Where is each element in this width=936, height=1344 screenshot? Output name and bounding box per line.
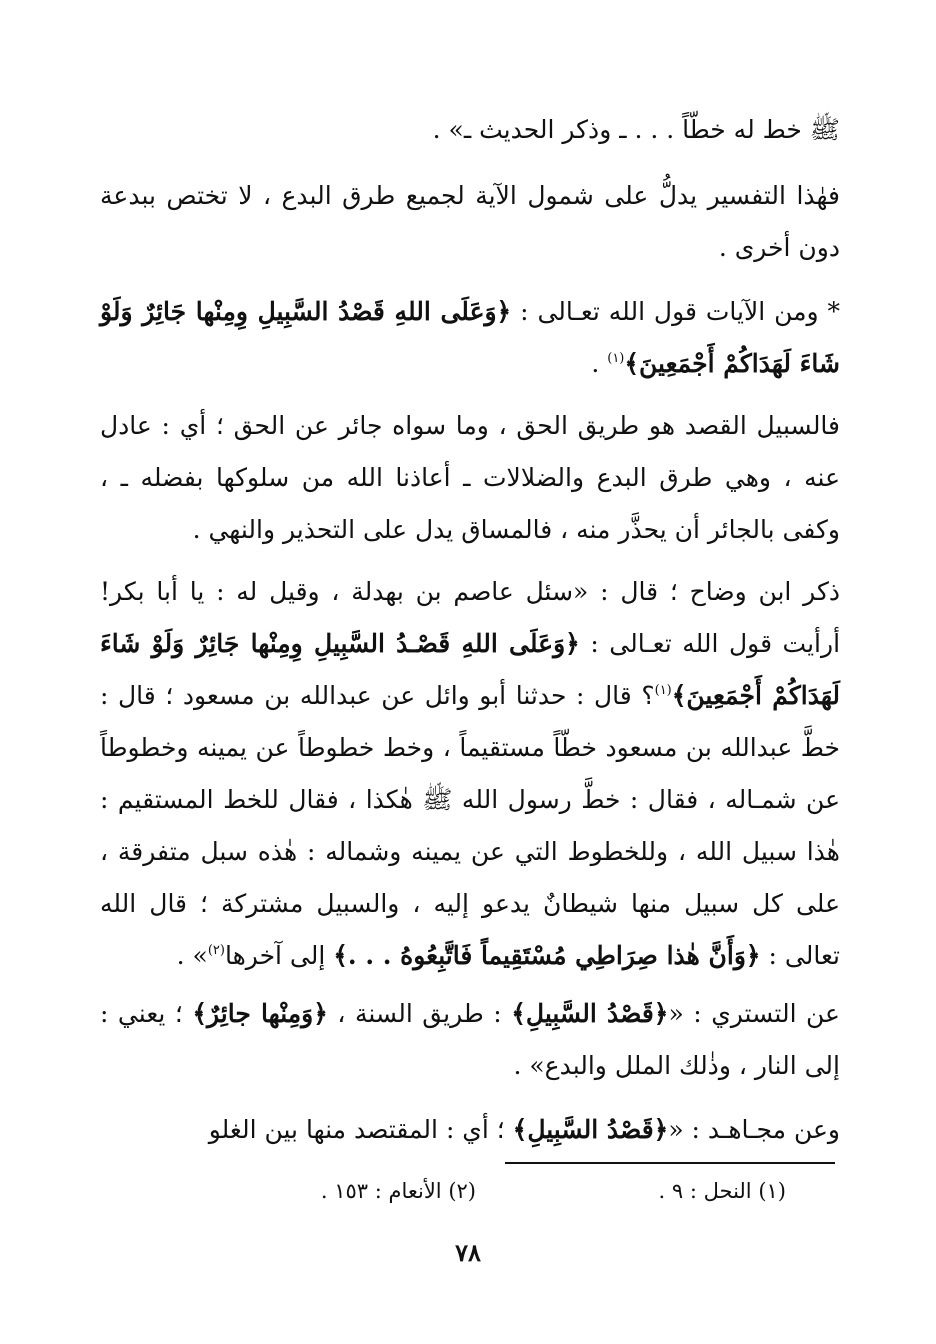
quran-term: ﴿وَمِنْها جائِرٌ﴾ bbox=[192, 999, 328, 1028]
footnote-separator bbox=[505, 1162, 835, 1164]
quran-verse: ﴿وَعَلَى اللهِ قَصْدُ السَّبِيلِ وِمِنْها جَائِرٌ وَلَوْ شَاءَ لَهَدَاكُمْ أَجْمَعِينَ﴾ bbox=[100, 297, 840, 378]
paragraph-mujahid bbox=[100, 1104, 840, 1156]
quran-term: ﴿قَصْدُ السَّبِيلِ﴾ bbox=[512, 1115, 669, 1144]
footnote-1: (١) النحل : ٩ . bbox=[658, 1179, 786, 1203]
paragraph-text: إلى آخرها bbox=[224, 941, 334, 970]
paragraph-text: : طريق السنة ، bbox=[327, 999, 512, 1028]
footnote-ref: (١) bbox=[607, 351, 625, 366]
footnote-ref: (١) bbox=[654, 683, 672, 698]
footnote-2: (٢) الأنعام : ١٥٣ . bbox=[320, 1179, 476, 1203]
footnote-ref: (٢) bbox=[207, 943, 225, 958]
paragraph-text: ؛ أي : المقتصد منها بين الغلو bbox=[208, 1115, 513, 1144]
continued-line-text: ﷺ خط له خطّاً . . . ـ وذكر الحديث ـ» . bbox=[432, 115, 840, 144]
paragraph-tustari bbox=[100, 988, 840, 1092]
paragraph-ibn-waddah-narration bbox=[100, 566, 840, 982]
paragraph-end: » . bbox=[176, 941, 208, 970]
paragraph-intro: * ومن الآيات قول الله تعـالى : bbox=[520, 297, 840, 326]
paragraph-text: ؟ قال : حدثنا أبو وائل عن عبدالله بن مسعود ؛ قال : خطَّ عبدالله بن مسعود خطّاً مستقيماً ، وخط خطوطاً عن يمينه وخطوطاً عن شمـاله ، فقال : خطَّ رسول الله ﷺ هٰكذا ، فقال للخط المستقيم : هٰذا سبيل الله ، وللخطوط التي عن يمينه وشماله : هٰذه سبل متفرقة ، على كل سبيل منها شيطانٌ يدعو إليه ، والسبيل مشتركة ؛ قال الله تعالى : bbox=[100, 681, 840, 970]
paragraph-text: عن التستري : « bbox=[668, 999, 840, 1028]
paragraph-text: ؛ يعني : إلى النار ، وذٰلك الملل والبدع» . bbox=[100, 999, 840, 1080]
continued-line bbox=[100, 104, 840, 156]
quran-term: ﴿قَصْدُ السَّبِيلِ﴾ bbox=[511, 999, 669, 1028]
page-number: ٧٨ bbox=[455, 1238, 481, 1267]
paragraph-text: ذكر ابن وضاح ؛ قال : «سئل عاصم بن بهدلة ، وقيل له : يا أبا بكر! أرأيت قول الله تعـالى : bbox=[100, 577, 841, 658]
paragraph-text: فهٰذا التفسير يدلُّ على شمول الآية لجميع طرق البدع ، لا تختص ببدعة دون أخرى . bbox=[100, 181, 840, 262]
paragraph-end: . bbox=[591, 349, 608, 378]
quran-verse: ﴿وَأَنَّ هٰذا صِرَاطِي مُسْتَقِيماً فَاتَّبِعُوهُ . . .﴾ bbox=[333, 941, 761, 970]
paragraph-text: فالسبيل القصد هو طريق الحق ، وما سواه جائر عن الحق ؛ أي : عادل عنه ، وهي طرق البدع والضلالات ـ أعاذنا الله من سلوكها بفضله ـ ، وكفى بالجائر أن يحذَّر منه ، فالمساق يدل على التحذير والنهي . bbox=[100, 411, 840, 544]
paragraph-sabil-explanation bbox=[100, 400, 840, 556]
paragraph-tafsir-scope bbox=[100, 170, 840, 274]
paragraph-verse-nahl bbox=[100, 286, 840, 390]
paragraph-text: وعن مجـاهـد : « bbox=[668, 1115, 840, 1144]
quran-verse: ﴿وَعَلَى اللهِ قَصْـدُ السَّبِيلِ وِمِنْها جَائِرٌ وَلَوْ شَاءَ لَهَدَاكُمْ أَجْمَعِينَ﴾ bbox=[100, 629, 840, 710]
